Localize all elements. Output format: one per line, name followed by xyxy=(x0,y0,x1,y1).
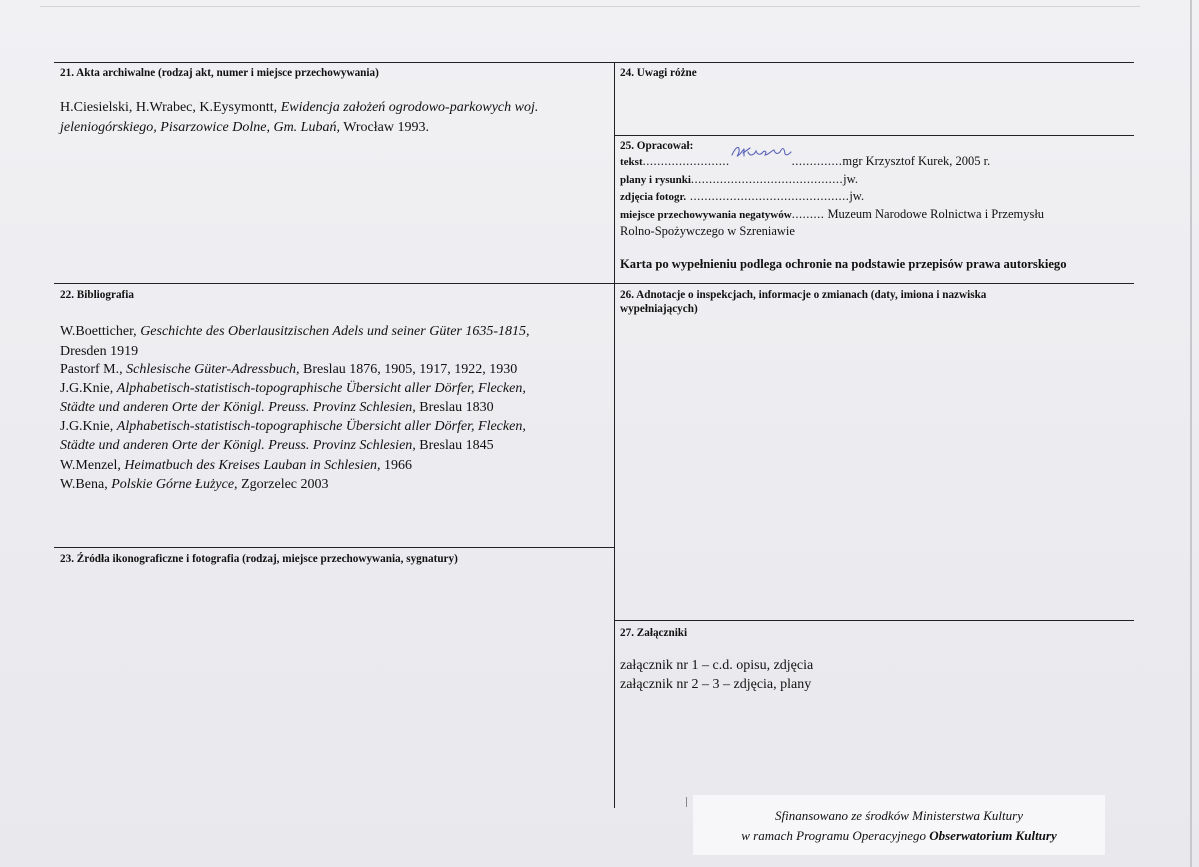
top-rule xyxy=(54,62,1134,63)
entry-author: W.Menzel, xyxy=(60,458,125,473)
section-21-text-line-2: jeleniogórskiego, Pisarzowice Dolne, Gm. Lubań, Wrocław 1993. xyxy=(60,120,429,135)
funding-box xyxy=(693,795,1105,855)
bibliography-entry xyxy=(60,398,494,418)
entry-title: Schlesische Güter-Adressbuch, xyxy=(126,362,300,377)
entry-title: Alphabetisch-statistisch-topographische Übersicht aller Dörfer, Flecken, xyxy=(116,381,526,396)
entry-imprint: Breslau 1845 xyxy=(415,438,494,453)
bibliography-entry xyxy=(60,417,526,437)
copyright-note: Karta po wypełnieniu podlega ochronie na podstawie przepisów prawa autorskiego xyxy=(620,257,1067,271)
entry-imprint: 1966 xyxy=(380,458,413,473)
entry-title: Alphabetisch-statistisch-topographische Übersicht aller Dörfer, Flecken, xyxy=(116,419,526,434)
funding-line-2: w ramach Programu Operacyjnego Obserwatorium Kultury xyxy=(741,828,1057,843)
section-23-heading: 23. Źródła ikonograficzne i fotografia (rodzaj, miejsce przechowywania, sygnatury) xyxy=(60,553,458,565)
bibliography-entry xyxy=(60,475,329,495)
bibliography-entry xyxy=(60,436,494,456)
bibliography-entry xyxy=(60,342,138,362)
entry-title: Heimatbuch des Kreises Lauban in Schlesien, xyxy=(124,458,381,473)
author-signature xyxy=(730,142,792,162)
entry-title: Geschichte des Oberlausitzischen Adels und seiner Güter 1635-1815, xyxy=(140,324,530,339)
section-24-heading: 24. Uwagi różne xyxy=(620,67,697,79)
entry-imprint: Breslau 1830 xyxy=(415,400,494,415)
tekst-row: tekst........................ ..............mgr Krzysztof Kurek, 2005 r. xyxy=(620,154,991,168)
rule-24-25 xyxy=(614,135,1134,136)
zdjecia-row: zdjęcia fotogr. ............................................jw. xyxy=(620,189,865,203)
miejsce-row: miejsce przechowywania negatywów......... Muzeum Narodowe Rolnictwa i Przemysłu xyxy=(620,207,1045,221)
section-26-heading-line-1: 26. Adnotacje o inspekcjach, informacje o zmianach (daty, imiona i nazwiska xyxy=(620,289,987,301)
rule-22-23 xyxy=(54,547,615,548)
section-22-heading: 22. Bibliografia xyxy=(60,289,134,301)
rule-middle xyxy=(54,283,1134,284)
section-27-heading: 27. Załączniki xyxy=(620,627,688,639)
entry-author: J.G.Knie, xyxy=(60,381,117,396)
entry-author: W.Boetticher, xyxy=(60,324,141,339)
section-21-heading: 21. Akta archiwalne (rodzaj akt, numer i miejsce przechowywania) xyxy=(60,67,379,79)
rule-26-27 xyxy=(614,620,1134,621)
entry-author: Dresden 1919 xyxy=(60,344,139,359)
attachment-item-1: załącznik nr 1 – c.d. opisu, zdjęcia xyxy=(620,658,814,673)
bibliography-entry xyxy=(60,322,530,342)
entry-author: J.G.Knie, xyxy=(60,419,117,434)
entry-author: Pastorf M., xyxy=(60,362,127,377)
scan-artifact xyxy=(40,6,1140,7)
entry-title: Städte und anderen Orte der Königl. Preuss. Provinz Schlesien, xyxy=(60,438,416,453)
section-25-heading: 25. Opracował: xyxy=(620,140,694,152)
page-edge xyxy=(1190,0,1192,867)
center-divider xyxy=(614,62,615,808)
entry-imprint: Breslau 1876, 1905, 1917, 1922, 1930 xyxy=(299,362,518,377)
entry-imprint: Zgorzelec 2003 xyxy=(237,477,329,492)
funding-line-1: Sfinansowano ze środków Ministerstwa Kultury xyxy=(775,808,1023,823)
section-26-heading-line-2: wypełniających) xyxy=(620,303,698,315)
bibliography-entry xyxy=(60,360,517,380)
entry-title: Städte und anderen Orte der Königl. Preuss. Provinz Schlesien, xyxy=(60,400,416,415)
bibliography-entry xyxy=(60,456,412,476)
entry-title: Polskie Górne Łużyce, xyxy=(111,477,238,492)
scan-mark xyxy=(686,797,687,807)
section-21-text-line-1: H.Ciesielski, H.Wrabec, K.Eysymontt, Ewidencja założeń ogrodowo-parkowych woj. xyxy=(60,100,539,115)
entry-author: W.Bena, xyxy=(60,477,112,492)
bibliography-entry xyxy=(60,379,526,399)
plany-row: plany i rysunki..........................................jw. xyxy=(620,172,858,186)
attachment-item-2: załącznik nr 2 – 3 – zdjęcia, plany xyxy=(620,677,812,692)
miejsce-row-2: Rolno-Spożywczego w Szreniawie xyxy=(620,224,795,238)
